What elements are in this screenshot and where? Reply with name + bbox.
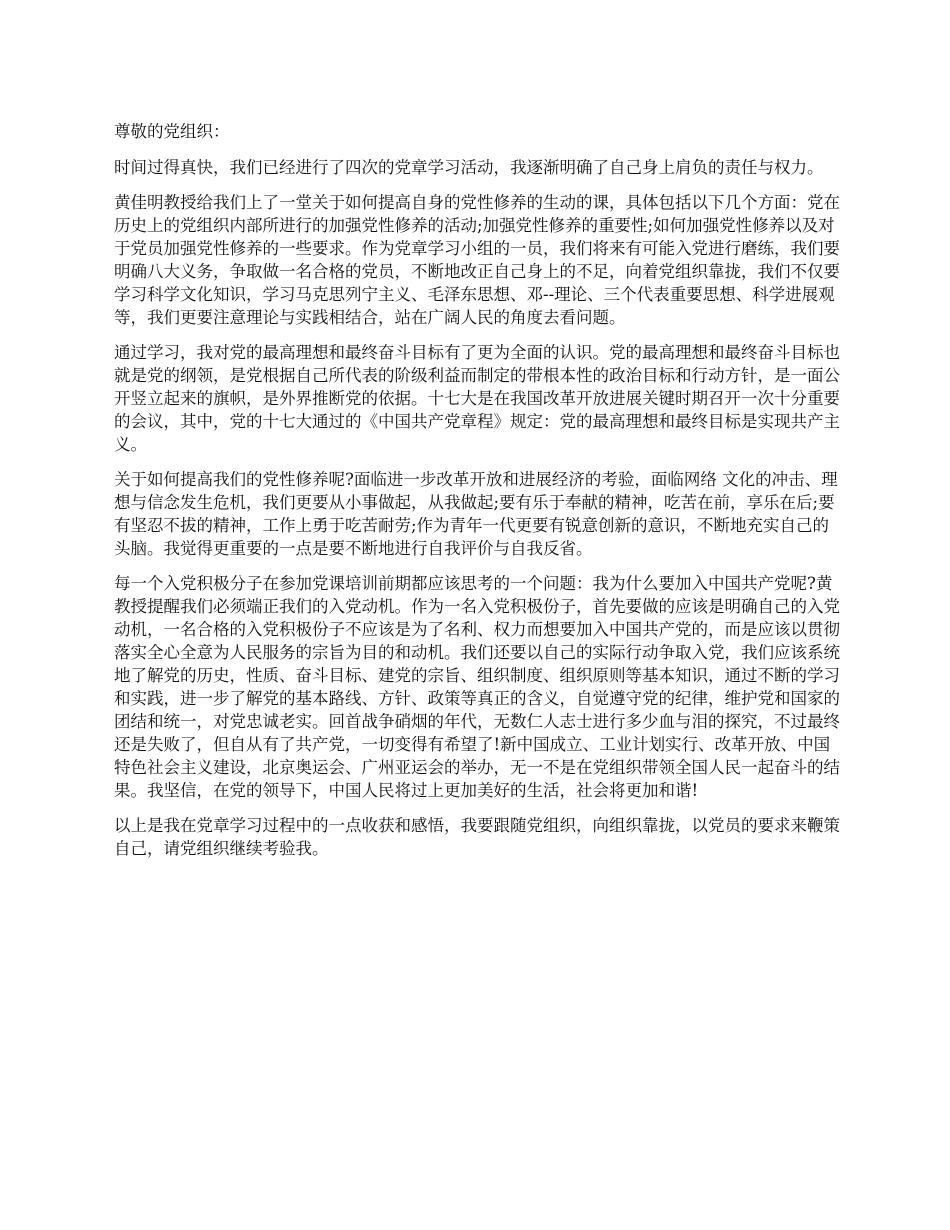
paragraph-1: 时间过得真快，我们已经进行了四次的党章学习活动，我逐渐明确了自己身上肩负的责任与权力。: [114, 158, 824, 177]
paragraph-2: 黄佳明教授给我们上了一堂关于如何提高自身的党性修养的生动的课，具体包括以下几个方面：党在历史上的党组织内部所进行的加强党性修养的活动;加强党性修养的重要性;如何加强党性修养以及对于党员加强党性修养的一些要求。作为党章学习小组的一员，我们将来有可能入党进行磨练，我们要明确八大义务，争取做一名合格的党员，不断地改正自己身上的不足，向着党组织靠拢，我们不仅要学习科学文化知识，学习马克思列宁主义、毛泽东思想、邓--理论、三个代表重要思想、科学进展观等，我们更要注意理论与实践相结合，站在广阔人民的角度去看问题。: [114, 193, 840, 327]
paragraph-6: 以上是我在党章学习过程中的一点收获和感悟，我要跟随党组织，向组织靠拢，以党员的要求来鞭策自己，请党组织继续考验我。: [114, 816, 840, 858]
paragraph-4: 关于如何提高我们的党性修养呢?面临进一步改革开放和进展经济的考验，面临网络 文化的冲击、理想与信念发生危机，我们更要从小事做起，从我做起;要有乐于奉献的精神，吃苦在前，享乐在后;要有坚忍不拔的精神，工作上勇于吃苦耐劳;作为青年一代更要有锐意创新的意识，不断地充实自己的头脑。我觉得更重要的一点是要不断地进行自我评价与自我反省。: [114, 470, 838, 558]
salutation: 尊敬的党组织：: [114, 122, 230, 141]
document-body: [114, 120, 840, 872]
paragraph-3: 通过学习，我对党的最高理想和最终奋斗目标有了更为全面的认识。党的最高理想和最终奋斗目标也就是党的纲领，是党根据自己所代表的阶级利益而制定的带根本性的政治目标和行动方针，是一面公开竖立起来的旗帜，是外界推断党的依据。十七大是在我国改革开放进展关键时期召开一次十分重要的会议，其中，党的十七大通过的《中国共产党章程》规定：党的最高理想和最终目标是实现共产主义。: [114, 343, 840, 454]
paragraph-5: 每一个入党积极分子在参加党课培训前期都应该思考的一个问题：我为什么要加入中国共产党呢?黄教授提醒我们必须端正我们的入党动机。作为一名入党积极份子，首先要做的应该是明确自己的入党动机，一名合格的入党积极份子不应该是为了名利、权力而想要加入中国共产党的，而是应该以贯彻落实全心全意为人民服务的宗旨为目的和动机。我们还要以自己的实际行动争取入党，我们应该系统地了解党的历史，性质、奋斗目标、建党的宗旨、组织制度、组织原则等基本知识，通过不断的学习和实践，进一步了解党的基本路线、方针、政策等真正的含义，自觉遵守党的纪律，维护党和国家的团结和统一，对党忠诚老实。回首战争硝烟的年代，无数仁人志士进行多少血与泪的探究，不过最终还是失败了，但自从有了共产党，一切变得有希望了!新中国成立、工业计划实行、改革开放、中国特色社会主义建设，北京奥运会、广州亚运会的举办，无一不是在党组织带领全国人民一起奋斗的结果。我坚信，在党的领导下，中国人民将过上更加美好的生活，社会将更加和谐!: [114, 574, 840, 800]
